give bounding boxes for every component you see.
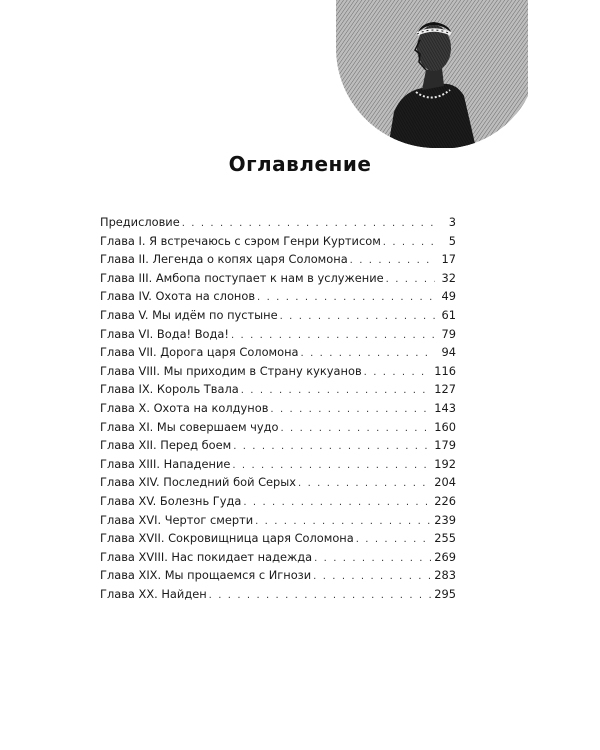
toc-entry-page-number: 295 [434, 586, 456, 601]
toc-entry[interactable] [100, 418, 456, 437]
toc-entry[interactable] [100, 380, 456, 399]
toc-entry-page-number: 3 [448, 215, 456, 229]
toc-dot-leader [356, 531, 432, 550]
toc-dot-leader [233, 438, 431, 457]
toc-dot-leader [298, 475, 431, 494]
toc-entry-title: Глава XIV. Последний бой Серых [100, 475, 297, 490]
toc-entry-page-number: 116 [434, 363, 456, 378]
toc-entry-page-number: 179 [434, 438, 456, 453]
toc-entry-page-number: 143 [434, 400, 456, 415]
toc-dot-leader [364, 364, 432, 383]
toc-entry-title: Глава VII. Дорога царя Соломона [100, 345, 299, 360]
toc-entry[interactable] [100, 213, 456, 232]
toc-dot-leader [386, 271, 435, 290]
toc-entry[interactable] [100, 250, 456, 269]
toc-dot-leader [243, 494, 431, 513]
toc-entry[interactable] [100, 306, 456, 325]
toc-entry[interactable] [100, 548, 456, 567]
toc-entry-page-number: 283 [434, 568, 456, 583]
toc-entry-title: Глава I. Я встречаюсь с сэром Генри Куртисом [100, 233, 381, 248]
african-warrior-portrait-icon [336, 0, 528, 148]
toc-entry-page-number: 127 [434, 382, 456, 397]
toc-entry[interactable] [100, 529, 456, 548]
toc-entry-title: Глава VI. Вода! Вода! [100, 326, 229, 341]
toc-entry-title: Глава XII. Перед боем [100, 438, 232, 453]
toc-entry[interactable] [100, 287, 456, 306]
toc-entry[interactable] [100, 436, 456, 455]
toc-entry[interactable] [100, 511, 456, 530]
toc-entry-page-number: 239 [434, 512, 456, 527]
toc-entry-title: Глава XVII. Сокровищница царя Соломона [100, 531, 354, 546]
toc-dot-leader [270, 401, 431, 420]
toc-dot-leader [281, 420, 432, 439]
toc-entry-page-number: 204 [434, 475, 456, 490]
toc-entry-page-number: 61 [441, 307, 456, 322]
toc-entry-page-number: 192 [434, 456, 456, 471]
toc-entry-page-number: 269 [434, 549, 456, 564]
toc-entry-title: Глава XIX. Мы прощаемся с Игнози [100, 568, 312, 583]
toc-entry-title: Глава IX. Король Твала [100, 382, 239, 397]
toc-entry[interactable] [100, 566, 456, 585]
toc-entry-title: Глава XI. Мы совершаем чудо [100, 419, 279, 434]
toc-entry-title: Глава XIII. Нападение [100, 456, 231, 471]
toc-entry-page-number: 160 [434, 419, 456, 434]
toc-entry-title: Глава IV. Охота на слонов [100, 289, 256, 304]
toc-entry-page-number: 79 [441, 326, 456, 341]
toc-entry[interactable] [100, 399, 456, 418]
toc-entry-page-number: 94 [441, 345, 456, 360]
toc-entry[interactable] [100, 473, 456, 492]
toc-entry-title: Глава XVI. Чертог смерти [100, 512, 254, 527]
toc-dot-leader [314, 550, 431, 569]
toc-entry[interactable] [100, 325, 456, 344]
toc-entry-page-number: 32 [441, 270, 456, 285]
toc-entry[interactable] [100, 269, 456, 288]
toc-entry-page-number: 255 [434, 531, 456, 546]
toc-dot-leader [209, 587, 432, 606]
toc-entry-page-number: 226 [434, 493, 456, 508]
toc-entry[interactable] [100, 343, 456, 362]
toc-entry[interactable] [100, 492, 456, 511]
toc-entry-page-number: 17 [441, 252, 456, 267]
toc-entry-title: Глава VIII. Мы приходим в Страну кукуанов [100, 363, 362, 378]
toc-entry-title: Предисловие [100, 215, 180, 229]
toc-entry-title: Глава III. Амбопа поступает к нам в услужение [100, 270, 384, 285]
table-of-contents [100, 213, 456, 603]
toc-entry-title: Глава X. Охота на колдунов [100, 400, 269, 415]
toc-dot-leader [383, 234, 435, 253]
toc-entry[interactable] [100, 232, 456, 251]
toc-entry-page-number: 49 [441, 289, 456, 304]
toc-entry[interactable] [100, 362, 456, 381]
toc-dot-leader [313, 568, 431, 587]
page-title: Оглавление [228, 152, 372, 176]
toc-dot-leader [280, 308, 435, 327]
toc-entry-title: Глава II. Легенда о копях царя Соломона [100, 252, 348, 267]
toc-entry-title: Глава V. Мы идём по пустыне [100, 307, 278, 322]
toc-entry[interactable] [100, 455, 456, 474]
toc-entry[interactable] [100, 585, 456, 604]
toc-entry-title: Глава XVIII. Нас покидает надежда [100, 549, 313, 564]
toc-entry-title: Глава XX. Найден [100, 586, 207, 601]
toc-dot-leader [257, 289, 435, 308]
toc-entry-page-number: 5 [448, 233, 456, 248]
toc-entry-title: Глава XV. Болезнь Гуда [100, 493, 242, 508]
